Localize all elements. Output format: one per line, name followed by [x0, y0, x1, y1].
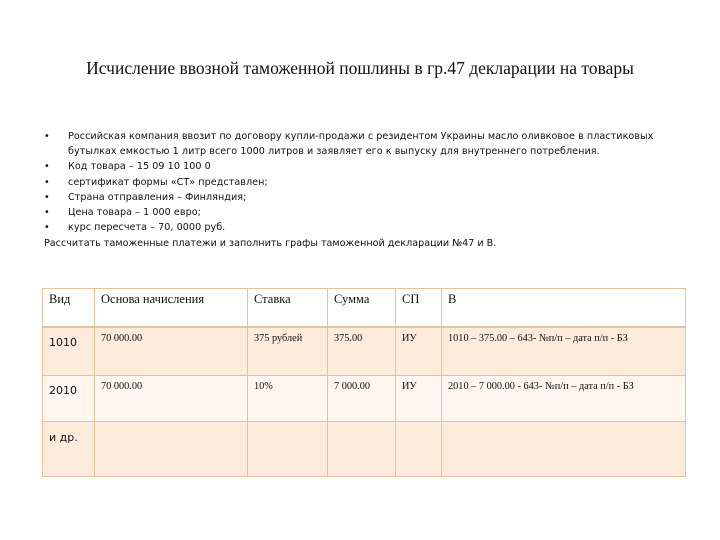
- column-header: Основа начисления: [95, 289, 248, 328]
- table-row: [43, 376, 686, 422]
- table-cell: 375 рублей: [248, 327, 328, 376]
- column-header: Вид: [43, 289, 95, 328]
- table-cell: ИУ: [396, 327, 442, 376]
- table-cell: [248, 422, 328, 477]
- bullet-text: Российская компания ввозит по договору купли-продажи с резидентом Украины масло оливковое в пластиковых: [68, 131, 654, 142]
- bullet-item: [44, 190, 694, 205]
- bullet-item-continuation: [44, 144, 694, 159]
- bullet-text: Страна отправления – Финляндия;: [68, 191, 247, 203]
- bullet-text: сертификат формы «СТ» представлен;: [68, 176, 268, 188]
- bullet-item: [44, 175, 694, 190]
- bullet-marker: •: [44, 176, 50, 188]
- bullet-marker: •: [44, 207, 50, 219]
- table-cell: ИУ: [396, 376, 442, 422]
- bullet-item: [44, 129, 694, 144]
- bullet-text: Цена товара – 1 000 евро;: [68, 207, 201, 219]
- task-description: [44, 129, 694, 252]
- bullet-marker: •: [44, 161, 50, 173]
- table-cell: 70 000.00: [95, 376, 248, 422]
- table-cell: [442, 422, 686, 477]
- bullet-marker: •: [44, 131, 50, 142]
- table-cell: и др.: [43, 422, 95, 477]
- bullet-item: [44, 159, 694, 174]
- table-cell: [328, 422, 396, 477]
- column-header: В: [442, 289, 686, 328]
- bullet-text: курс пересчета – 70, 0000 руб.: [68, 222, 226, 234]
- table-header-row: [43, 289, 686, 328]
- column-header: Сумма: [328, 289, 396, 328]
- table-cell: 70 000.00: [95, 327, 248, 376]
- table-row: [43, 422, 686, 477]
- table-cell: 1010: [43, 327, 95, 376]
- table-cell: 2010: [43, 376, 95, 422]
- table-cell: 7 000.00: [328, 376, 396, 422]
- page-title: Исчисление ввозной таможенной пошлины в гр.47 декларации на товары: [86, 58, 634, 78]
- bullet-text: Код товара – 15 09 10 100 0: [68, 161, 211, 173]
- table-cell: 375.00: [328, 327, 396, 376]
- table-row: [43, 327, 686, 376]
- column-header: СП: [396, 289, 442, 328]
- bullet-marker: •: [44, 222, 50, 234]
- bullet-marker: •: [44, 191, 50, 203]
- table-cell: 1010 – 375.00 – 643- №п/п – дата п/п - БЗ: [442, 327, 686, 376]
- table-cell: 2010 – 7 000.00 - 643- №п/п – дата п/п - БЗ: [442, 376, 686, 422]
- bullet-text: бутылках емкостью 1 литр всего 1000 литров и заявляет его к выпуску для внутреннего потребления.: [68, 146, 600, 158]
- table-cell: [396, 422, 442, 477]
- bullet-item: [44, 220, 694, 235]
- bullet-item: [44, 205, 694, 220]
- instruction-text: Рассчитать таможенные платежи и заполнить графы таможенной декларации №47 и В.: [44, 238, 497, 250]
- column-header: Ставка: [248, 289, 328, 328]
- table-cell: 10%: [248, 376, 328, 422]
- table-cell: [95, 422, 248, 477]
- declaration-table: [42, 288, 686, 477]
